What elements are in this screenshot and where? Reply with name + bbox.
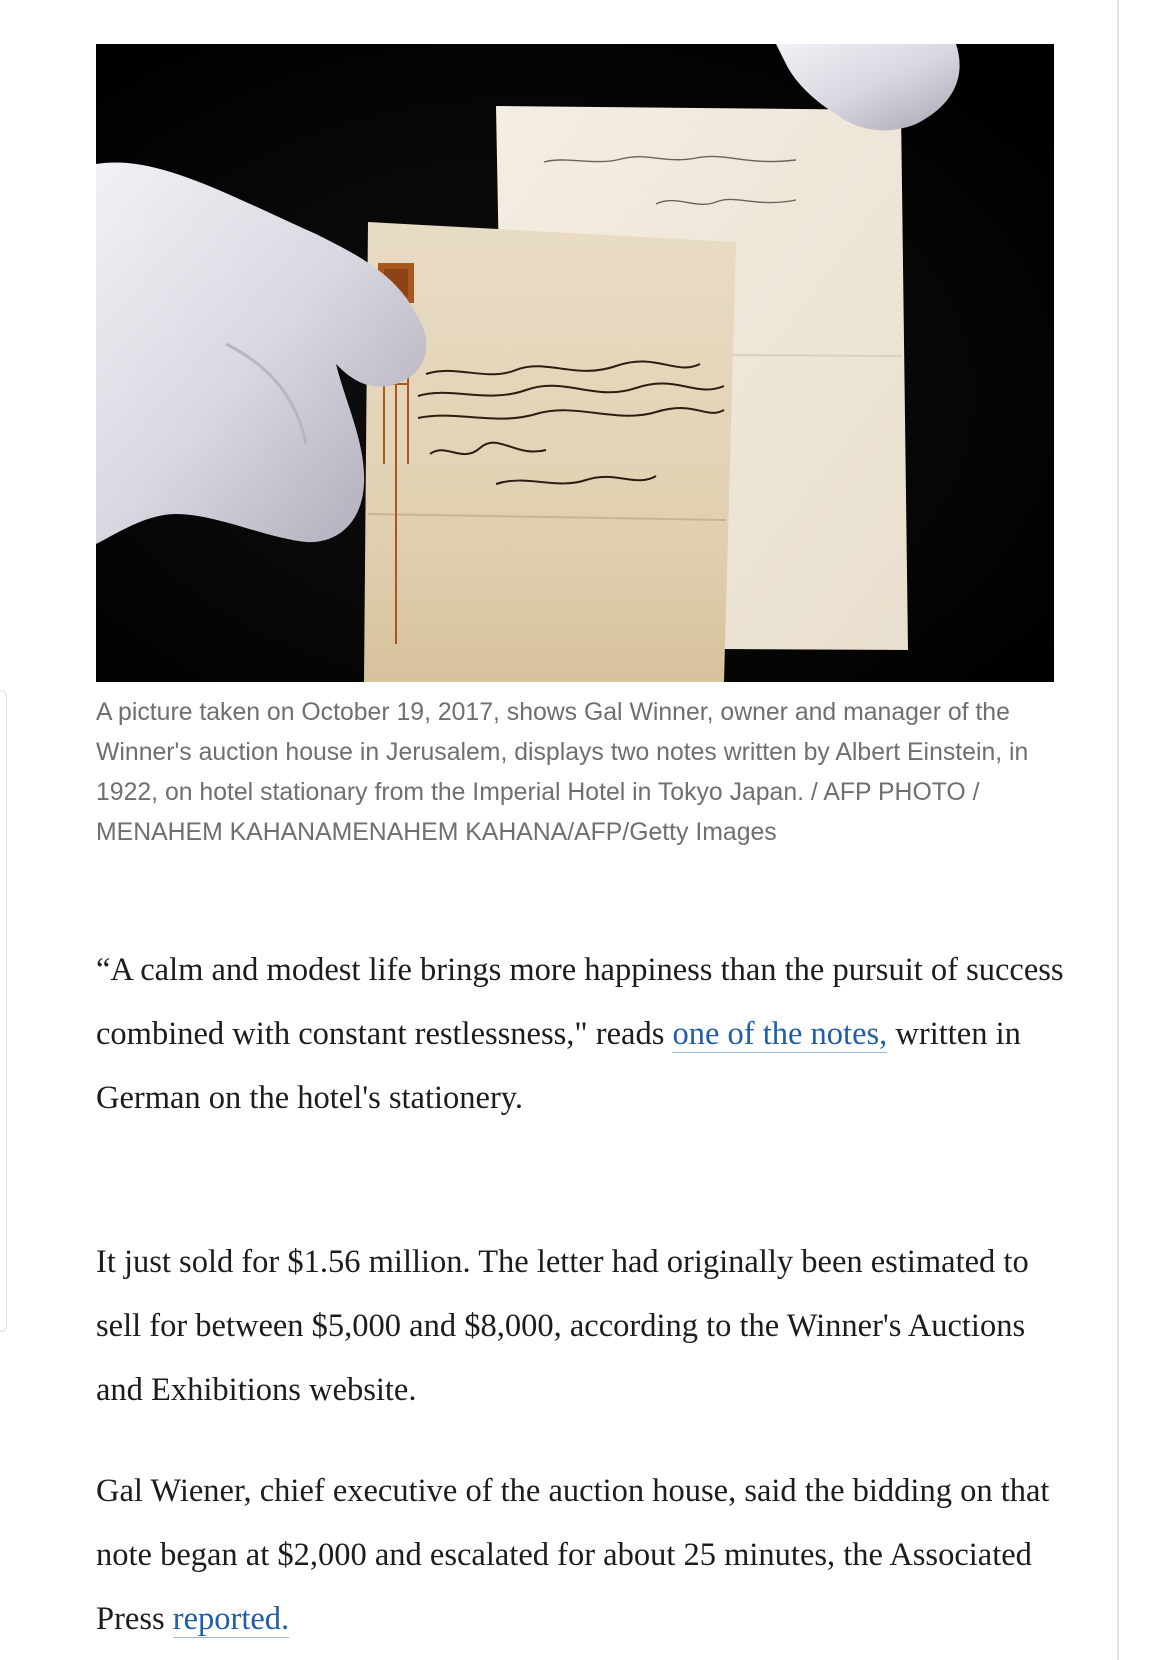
paragraph-text: “A calm and modest life brings more happiness than the pursuit of success combined with constant restlessness," reads (96, 952, 1064, 1052)
article-paragraph-sale: It just sold for $1.56 million. The letter had originally been estimated to sell for between $5,000 and $8,000, according to the Winner's Auctions and Exhibitions website. (96, 1244, 1029, 1408)
einstein-notes-photo (96, 44, 1054, 682)
hotel-stationery-note (364, 222, 736, 682)
one-of-the-notes-link[interactable]: one of the notes, (672, 1016, 888, 1052)
paragraph-text: written in German on the hotel's stationery. (96, 1016, 1021, 1116)
paragraph-text: Gal Wiener, chief executive of the auction house, said the bidding on that note began at $2,000 and escalated for about 25 minutes, the Associated Press (96, 1473, 1050, 1637)
article-paragraph-bidding (96, 1459, 1066, 1651)
page-edge-divider (1117, 0, 1119, 1660)
reported-link[interactable]: reported. (172, 1601, 290, 1637)
side-panel-edge (0, 690, 7, 1332)
photo-caption: A picture taken on October 19, 2017, shows Gal Winner, owner and manager of the Winner's auction house in Jerusalem, displays two notes written by Albert Einstein, in 1922, on hotel stationary from the Imperial Hotel in Tokyo Japan. / AFP PHOTO / MENAHEM KAHANAMENAHEM KAHANA/AFP/Getty Images (96, 699, 1029, 846)
article-paragraph-quote (96, 938, 1066, 1130)
